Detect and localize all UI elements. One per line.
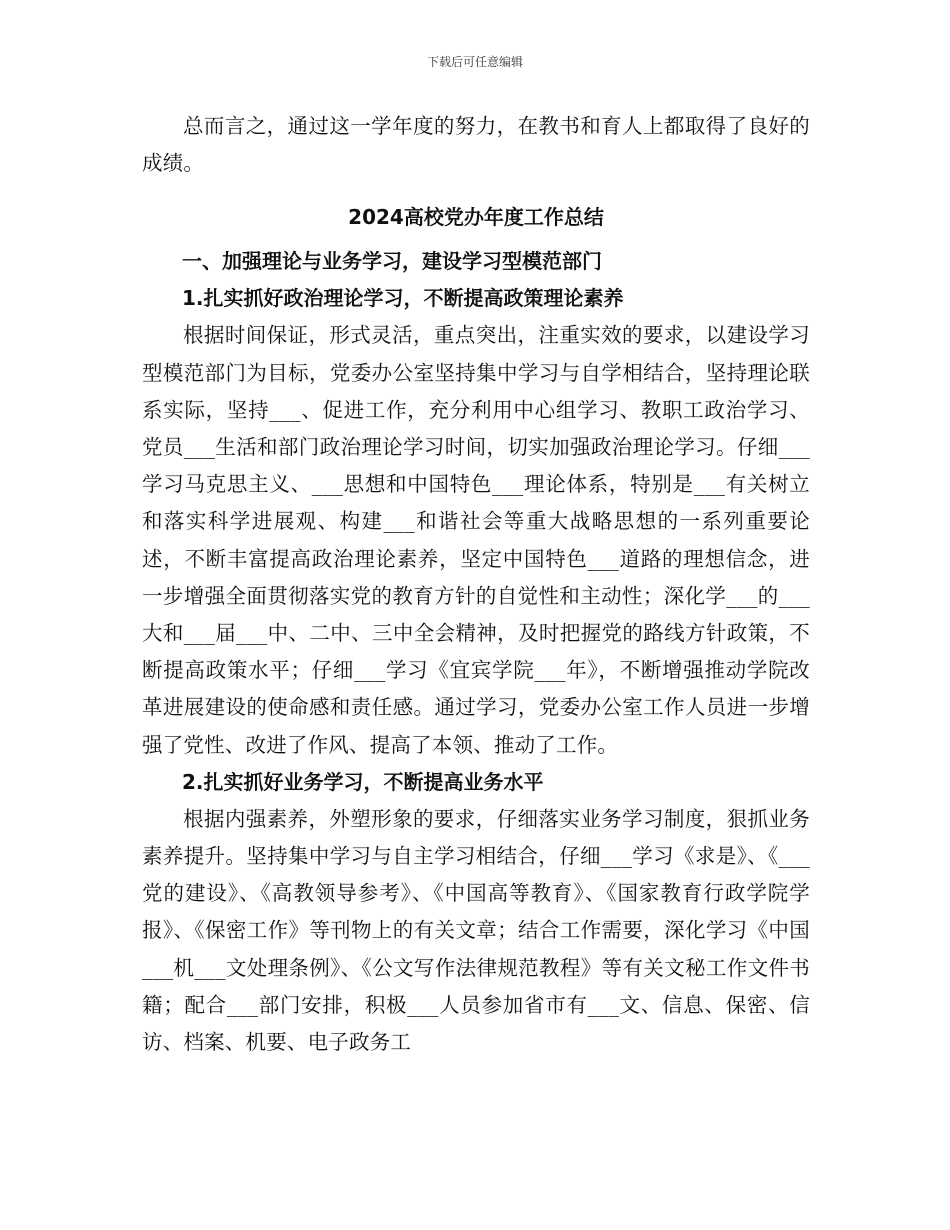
section-heading-1: 一、加强理论与业务学习，建设学习型模范部门	[182, 249, 602, 274]
subsection-2-body: 根据内强素养，外塑形象的要求，仔细落实业务学习制度，狠抓业务素养提升。坚持集中学习与自主学习相结合，仔细___学习《求是》、《___党的建设》、《高教领导参考》、《中国高等教育》、《国家教育行政学院学报》、《保密工作》等刊物上的有关文章；结合工作需要，深化学习《中国___机___文处理条例》、《公文写作法律规范教程》等有关文秘工作文件书籍；配合___部门安排，积极___人员参加省市有___文、信息、保密、信访、档案、机要、电子政务工	[142, 806, 810, 1055]
document-title: 2024高校党办年度工作总结	[348, 205, 604, 230]
document-body	[142, 108, 810, 1061]
subsection-heading-1: 1.扎实抓好政治理论学习，不断提高政策理论素养	[182, 286, 624, 311]
subsection-1-body: 根据时间保证，形式灵活，重点突出，注重实效的要求，以建设学习型模范部门为目标，党委办公室坚持集中学习与自学相结合，坚持理论联系实际，坚持___、促进工作，充分利用中心组学习、教职工政治学习、党员___生活和部门政治理论学习时间，切实加强政治理论学习。仔细___学习马克思主义、___思想和中国特色___理论体系，特别是___有关树立和落实科学进展观、构建___和谐社会等重大战略思想的一系列重要论述，不断丰富提高政治理论素养，坚定中国特色___道路的理想信念，进一步增强全面贯彻落实党的教育方针的自觉性和主动性；深化学___的___大和___届___中、二中、三中全会精神，及时把握党的路线方针政策，不断提高政策水平；仔细___学习《宜宾学院___年》，不断增强推动学院改革进展建设的使命感和责任感。通过学习，党委办公室工作人员进一步增强了党性、改进了作风、提高了本领、推动了工作。	[142, 323, 810, 757]
subsection-heading-2: 2.扎实抓好业务学习，不断提高业务水平	[182, 769, 544, 794]
intro-paragraph: 总而言之，通过这一学年度的努力，在教书和育人上都取得了良好的成绩。	[142, 114, 810, 176]
page-header: 下载后可任意编辑	[426, 55, 523, 69]
